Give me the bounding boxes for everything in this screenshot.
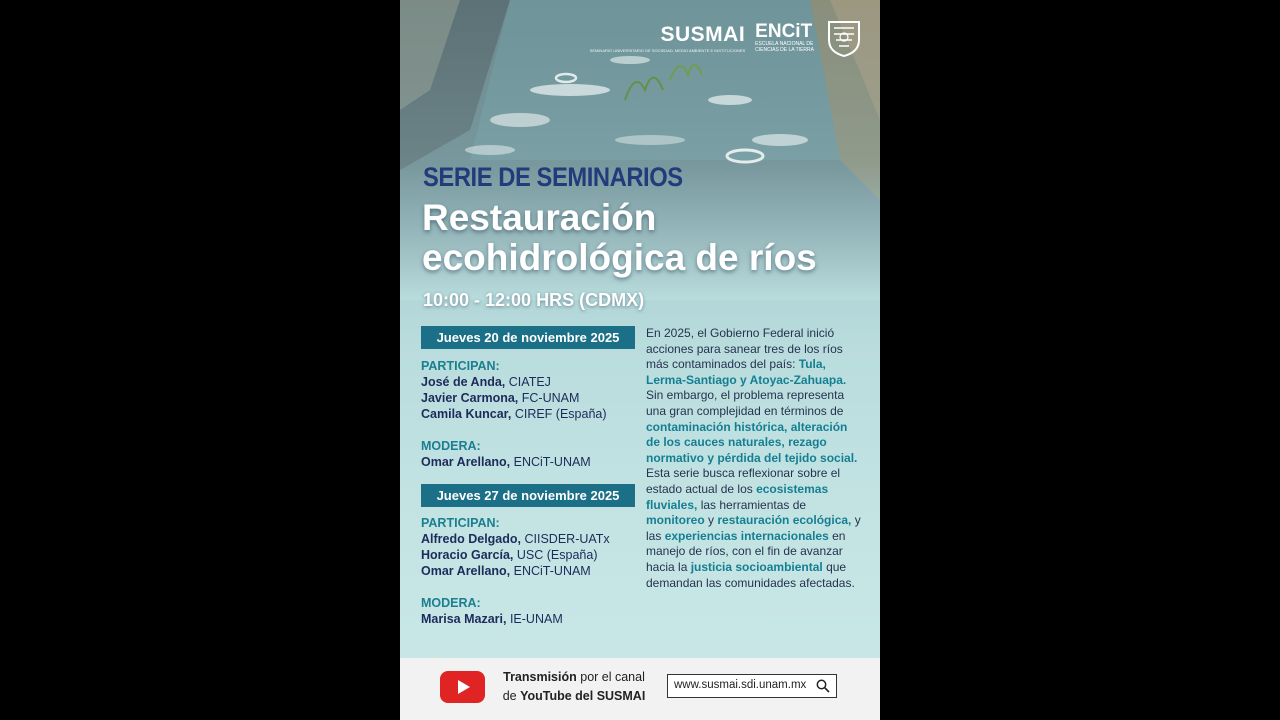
moderator (421, 611, 643, 627)
participant-name: Horacio García, (421, 548, 514, 562)
desc-text: Sin embargo, el problema representa una gran complejidad en términos de (646, 388, 845, 418)
desc-highlight: restauración ecológica, (717, 513, 852, 528)
moderator (421, 454, 643, 470)
susmai-logo (590, 23, 746, 53)
susmai-logo-text: SUSMAI (660, 23, 746, 46)
session-2-details (421, 515, 643, 627)
seminar-description (646, 326, 862, 591)
participant-name: Javier Carmona, (421, 391, 519, 405)
session-2-date: Jueves 27 de noviembre 2025 (421, 484, 635, 507)
desc-highlight: justicia socioambiental (690, 559, 823, 574)
desc-highlight: experiencias internacionales (664, 528, 829, 543)
encit-logo-subtitle-1: ESCUELA NACIONAL DE (755, 41, 814, 47)
desc-text: las herramientas de (697, 497, 807, 512)
moderator-name: Marisa Mazari, (421, 612, 507, 626)
modera-label: MODERA: (421, 439, 481, 453)
participant (421, 547, 643, 563)
encit-logo (755, 23, 814, 53)
participant-name: Alfredo Delgado, (421, 532, 522, 546)
desc-text: en manejo de ríos, con el fin de avanzar hacia la (646, 528, 846, 574)
participant (421, 374, 643, 390)
participan-label: PARTICIPAN: (421, 359, 500, 373)
footer (400, 658, 880, 720)
encit-logo-subtitle-2: CIENCIAS DE LA TIERRA (755, 47, 814, 53)
desc-text: y (704, 513, 718, 528)
participant-institution: FC-UNAM (521, 391, 580, 405)
desc-highlight: contaminación histórica, alteración de los cauces naturales, rezago normativo y pérdida del tejido social. (646, 419, 858, 465)
desc-text: y las (646, 513, 861, 543)
stream-line2-prefix: de (502, 689, 521, 703)
website-search-box[interactable] (667, 674, 837, 698)
susmai-logo-subtitle: SEMINARIO UNIVERSITARIO DE SOCIEDAD, MEDIO AMBIENTE E INSTITUCIONES (589, 48, 746, 53)
series-label: SERIE DE SEMINARIOS (423, 162, 683, 192)
participant (421, 390, 643, 406)
participant-institution: ENCiT-UNAM (513, 564, 591, 578)
participant-name: Omar Arellano, (421, 564, 511, 578)
title-line-1: Restauración (422, 197, 657, 238)
title-line-2: ecohidrológica de ríos (422, 237, 817, 278)
seminar-title (422, 198, 817, 278)
schedule-hours: 10:00 - 12:00 HRS (CDMX) (423, 290, 645, 310)
desc-text: Esta serie busca reflexionar sobre el estado actual de los (646, 466, 841, 496)
logo-bar (590, 18, 864, 58)
desc-text: En 2025, el Gobierno Federal inició acciones para sanear tres de los ríos más contaminados del país: (646, 326, 843, 372)
stream-bold: Transmisión (503, 670, 577, 684)
stream-info (496, 668, 652, 706)
participant-name: José de Anda, (421, 375, 506, 389)
desc-highlight: ecosistemas fluviales, (646, 481, 829, 512)
desc-highlight: Tula, Lerma-Santiago y Atoyac-Zahuapa. (646, 357, 847, 387)
search-icon[interactable] (816, 679, 830, 693)
participant-institution: CIATEJ (508, 375, 551, 389)
session-1-details (421, 358, 643, 470)
seminar-poster (400, 0, 880, 720)
participant-name: Camila Kuncar, (421, 407, 512, 421)
participant (421, 563, 643, 579)
youtube-icon[interactable] (440, 671, 485, 703)
moderator-institution: ENCiT-UNAM (513, 455, 591, 469)
participan-label: PARTICIPAN: (421, 516, 500, 530)
encit-logo-text: ENCiT (755, 21, 813, 42)
stream-rest: por el canal (576, 670, 645, 684)
desc-highlight: monitoreo (646, 513, 705, 528)
participant (421, 531, 643, 547)
moderator-name: Omar Arellano, (421, 455, 511, 469)
participant-institution: USC (España) (516, 548, 598, 562)
unam-seal-icon (824, 18, 864, 58)
participant-institution: CIISDER-UATx (524, 532, 610, 546)
website-url[interactable]: www.susmai.sdi.unam.mx (674, 679, 807, 691)
desc-text: que demandan las comunidades afectadas. (646, 559, 855, 590)
session-1-date: Jueves 20 de noviembre 2025 (421, 326, 635, 349)
participant (421, 406, 643, 422)
moderator-institution: IE-UNAM (509, 612, 563, 626)
participant-institution: CIREF (España) (514, 407, 607, 421)
modera-label: MODERA: (421, 596, 481, 610)
youtube-channel-link[interactable]: YouTube del SUSMAI (520, 689, 646, 703)
